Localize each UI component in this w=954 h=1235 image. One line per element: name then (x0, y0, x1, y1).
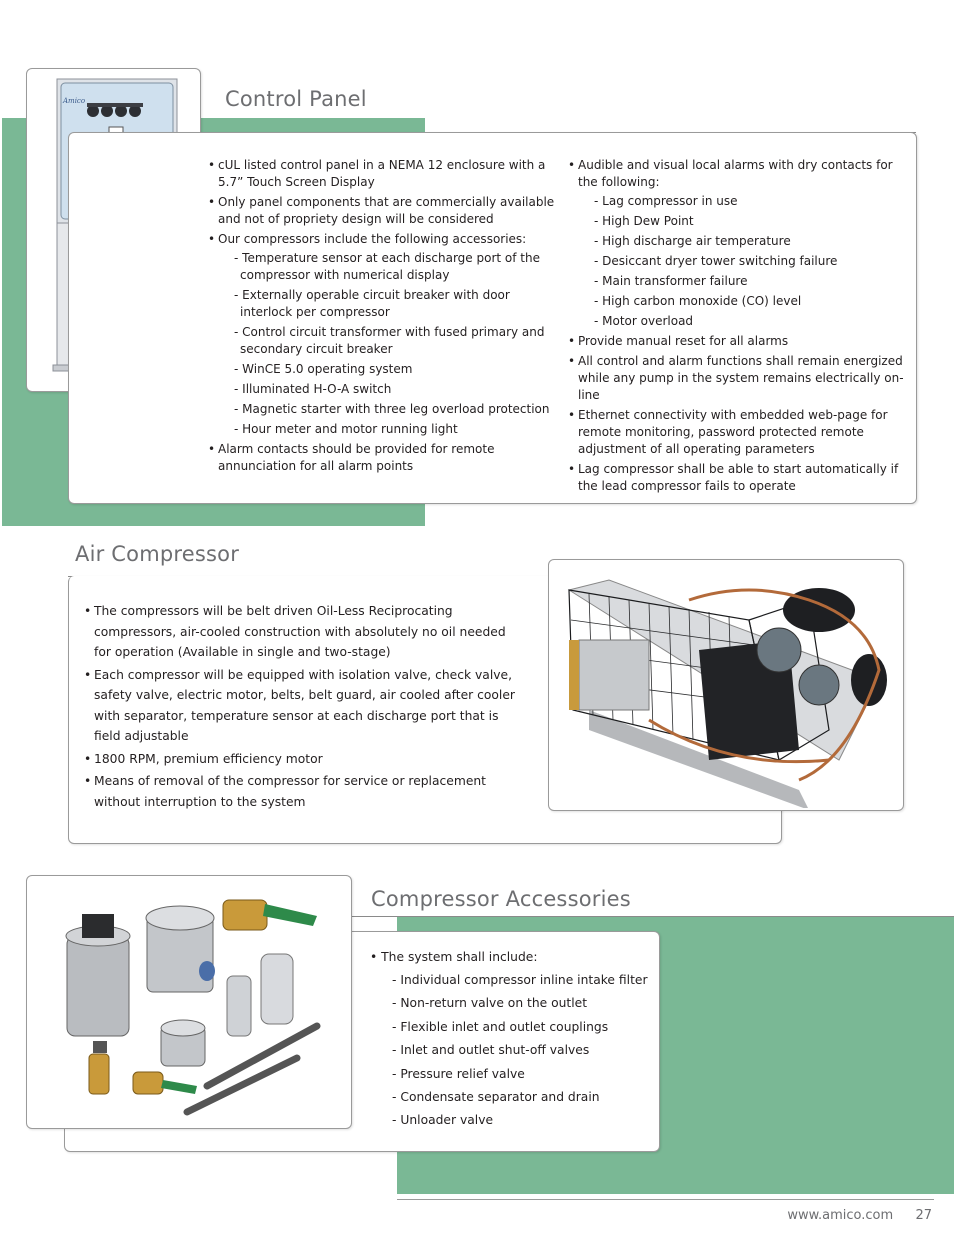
cp-bullet-2: • Only panel components that are commercially available and not of propriety design will be considered (208, 195, 555, 226)
cp-alarm: - High carbon monoxide (CO) level (594, 294, 802, 308)
cp-accessory: - Illuminated H-O-A switch (234, 382, 392, 396)
accessory-item: - Individual compressor inline intake filter (392, 973, 648, 987)
air-compressor-bullets (84, 601, 524, 814)
ac-bullet: • Each compressor will be equipped with isolation valve, check valve, safety valve, electric motor, belts, belt guard, air cooled after cooler with separator, temperature sensor at each discharge port that is field adjustable (84, 667, 515, 743)
cp-alarm-list (578, 193, 910, 330)
accessories-items (370, 970, 650, 1130)
accessories-title: Compressor Accessories (371, 887, 631, 911)
ac-bullet: • Means of removal of the compressor for service or replacement without interruption to the system (84, 774, 486, 809)
cp-accessory: - Control circuit transformer with fused primary and secondary circuit breaker (234, 325, 545, 356)
footer-url[interactable]: www.amico.com (787, 1208, 894, 1223)
cp-accessory: - Hour meter and motor running light (234, 422, 458, 436)
control-panel-title: Control Panel (225, 87, 367, 111)
cp-accessories-list (218, 250, 558, 438)
accessory-item: - Flexible inlet and outlet couplings (392, 1019, 609, 1034)
cp-alarm: - Motor overload (594, 314, 694, 328)
cp-alarm: - High discharge air temperature (594, 234, 791, 248)
ac-bullet: • 1800 RPM, premium efficiency motor (84, 751, 323, 766)
accessories-image-frame (26, 875, 352, 1129)
accessory-item: - Unloader valve (392, 1113, 494, 1128)
cp-bullet-1: • cUL listed control panel in a NEMA 12 enclosure with a 5.7” Touch Screen Display (208, 158, 546, 189)
ac-bullet: • The compressors will be belt driven Oil-Less Reciprocating compressors, air-cooled construction with absolutely no oil needed for operation (Available in single and two-stage) (84, 604, 506, 659)
cp-accessory: - WinCE 5.0 operating system (234, 362, 413, 376)
cp-bullet-4: • Alarm contacts should be provided for remote annunciation for all alarm points (208, 442, 495, 473)
cp-right-bullet: • Lag compressor shall be able to start automatically if the lead compressor fails to operate (568, 462, 899, 493)
accessories-title-rule (350, 916, 954, 917)
control-panel-left-column (208, 157, 558, 478)
cp-alarm: - Lag compressor in use (594, 194, 738, 208)
air-compressor-title: Air Compressor (75, 542, 240, 566)
accessory-item: - Inlet and outlet shut-off valves (392, 1043, 590, 1058)
cp-alarm-bullet: • Audible and visual local alarms with dry contacts for the following: - Lag compressor in use - High Dew Point - High discharge air temperature - Desiccant dryer tower switching failure - Main transformer failure - High carbon monoxide (CO) level - Motor overload (568, 157, 910, 330)
cp-alarm: - Desiccant dryer tower switching failure (594, 254, 838, 268)
cp-right-bullet: • Ethernet connectivity with embedded web-page for remote monitoring, password protected remote adjustment of all operating parameters (568, 408, 888, 456)
accessory-item: - Non-return valve on the outlet (392, 996, 588, 1011)
air-compressor-image-frame (548, 559, 904, 811)
cp-alarm: - Main transformer failure (594, 274, 748, 288)
cp-right-bullet: • Provide manual reset for all alarms (568, 334, 789, 348)
cp-right-bullet: • All control and alarm functions shall remain energized while any pump in the system remains electrically on-line (568, 354, 904, 402)
accessories-illustration (27, 876, 349, 1126)
air-compressor-illustration (549, 560, 901, 808)
panel-logo: Amico (63, 97, 86, 105)
cp-alarm: - High Dew Point (594, 214, 694, 228)
footer (787, 1208, 932, 1223)
cp-accessory: - Temperature sensor at each discharge port of the compressor with numerical display (234, 251, 540, 282)
cp-bullet-3: • Our compressors include the following accessories: - Temperature sensor at each discharge port of the compressor with numerical display - Externally operable circuit breaker with door interlock per compressor - Control circuit transformer with fused primary and secondary circuit breaker - WinCE 5.0 operating system - Illuminated H-O-A switch - Magnetic starter with three leg overload protection - Hour meter and motor running light (208, 231, 558, 438)
footer-rule (397, 1199, 934, 1200)
control-panel-right-column (568, 157, 910, 498)
cp-accessory: - Magnetic starter with three leg overload protection (234, 402, 550, 416)
accessories-intro: • The system shall include: (370, 950, 538, 964)
accessory-item: - Condensate separator and drain (392, 1089, 600, 1104)
page-number: 27 (915, 1208, 932, 1223)
accessory-item: - Pressure relief valve (392, 1066, 525, 1081)
accessories-list-block (370, 947, 650, 1134)
cp-accessory: - Externally operable circuit breaker with door interlock per compressor (234, 288, 510, 319)
